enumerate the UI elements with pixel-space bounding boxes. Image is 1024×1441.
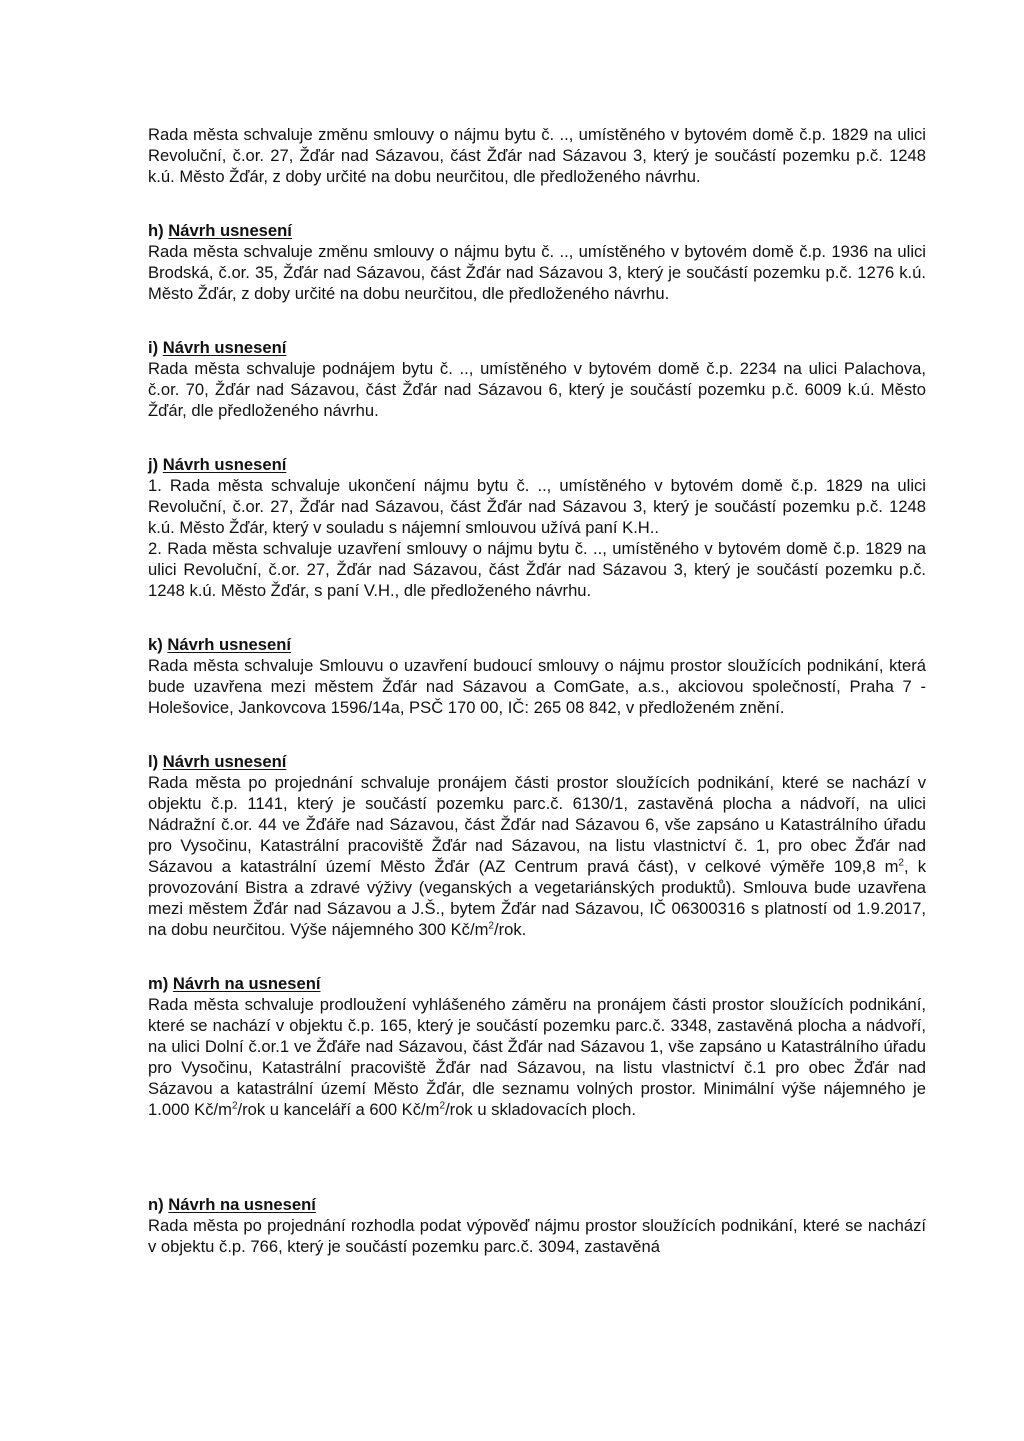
section-intro — [148, 124, 926, 187]
section-n-text: Rada města po projednání rozhodla podat výpověď nájmu prostor sloužících podnikání, které se nachází v objektu č.p. 766, který je součástí pozemku parc.č. 3094, zastavěná — [148, 1216, 926, 1256]
section-j-heading — [148, 454, 926, 475]
section-i-heading — [148, 337, 926, 358]
section-l-text-part-b: , k provozování Bistra a zdravé výživy (veganských a vegetariánských produktů). Smlouva bude uzavřena mezi městem Žďár nad Sázavou a J.Š., bytem Žďár nad Sázavou, IČ 06300316 s platností od 1.9.2017, na dobu neurčitou. Výše nájemného 300 Kč/m — [148, 857, 926, 939]
section-l-heading — [148, 751, 926, 772]
section-n-heading — [148, 1194, 926, 1215]
section-h-letter: h) — [148, 221, 164, 240]
section-l-title: Návrh usnesení — [162, 752, 287, 771]
section-j-item-2: 2. Rada města schvaluje uzavření smlouvy o nájmu bytu č. .., umístěného v bytovém domě č.p. 1829 na ulici Revoluční, č.or. 27, Žďár nad Sázavou, část Žďár nad Sázavou 3, který je součástí pozemku p.č. 1248 k.ú. Město Žďár, s paní V.H., dle předloženého návrhu. — [148, 539, 926, 600]
section-k-heading — [148, 634, 926, 655]
section-h-heading — [148, 220, 926, 241]
section-k — [148, 634, 926, 718]
section-m — [148, 973, 926, 1120]
document-page — [148, 124, 926, 1257]
section-j-letter: j) — [148, 455, 159, 474]
section-l-text-part-a: Rada města po projednání schvaluje pronájem části prostor sloužících podnikání, které se nachází v objektu č.p. 1141, který je součástí pozemku parc.č. 6130/1, zastavěná plocha a nádvoří, na ulici Nádražní č.or. 44 ve Žďáře nad Sázavou, část Žďár nad Sázavou 6, vše zapsáno u Katastrálního úřadu pro Vysočinu, Katastrální pracoviště Žďár nad Sázavou, na listu vlastnictví č. 1, pro obec Žďár nad Sázavou a katastrální území Město Žďár (AZ Centrum pravá část), v celkové výměře 109,8 m — [148, 773, 926, 876]
section-i-title: Návrh usnesení — [162, 338, 287, 357]
section-k-title: Návrh usnesení — [167, 635, 291, 654]
section-i-text: Rada města schvaluje podnájem bytu č. .., umístěného v bytovém domě č.p. 2234 na ulici Palachova, č.or. 70, Žďár nad Sázavou, část Žďár nad Sázavou 6, který je součástí pozemku p.č. 6009 k.ú. Město Žďár, dle předloženého návrhu. — [148, 359, 926, 420]
section-j-title: Návrh usnesení — [162, 455, 287, 474]
section-l-superscript-a: 2 — [898, 857, 904, 869]
intro-paragraph: Rada města schvaluje změnu smlouvy o nájmu bytu č. .., umístěného v bytovém domě č.p. 1829 na ulici Revoluční, č.or. 27, Žďár nad Sázavou, část Žďár nad Sázavou 3, který je součástí pozemku p.č. 1248 k.ú. Město Žďár, z doby určité na dobu neurčitou, dle předloženého návrhu. — [148, 125, 926, 186]
section-l-letter: l) — [148, 752, 159, 771]
section-m-superscript-a: 2 — [231, 1100, 238, 1112]
section-i-letter: i) — [148, 338, 159, 357]
section-m-text-part-b: /rok u kanceláří a 600 Kč/m — [237, 1100, 440, 1119]
section-k-text: Rada města schvaluje Smlouvu o uzavření budoucí smlouvy o nájmu prostor sloužících podnikání, která bude uzavřena mezi městem Žďár nad Sázavou a ComGate, a.s., akciovou společností, Praha 7 - Holešovice, Jankovcova 1596/14a, PSČ 170 00, IČ: 265 08 842, v předloženém znění. — [148, 656, 926, 717]
section-j — [148, 454, 926, 601]
section-l — [148, 751, 926, 940]
section-l-superscript-b: 2 — [488, 920, 494, 932]
section-m-title: Návrh na usnesení — [172, 974, 321, 993]
section-m-heading — [148, 973, 926, 994]
section-n — [148, 1194, 926, 1257]
section-n-letter: n) — [148, 1195, 164, 1214]
section-l-text-part-c: /rok. — [493, 920, 527, 939]
section-h-title: Návrh usnesení — [168, 221, 292, 240]
section-m-text-part-c: /rok u skladovacích ploch. — [445, 1100, 636, 1119]
section-m-text — [148, 994, 926, 1120]
section-m-letter: m) — [148, 974, 169, 993]
section-j-item-1: 1. Rada města schvaluje ukončení nájmu bytu č. .., umístěného v bytovém domě č.p. 1829 na ulici Revoluční, č.or. 27, Žďár nad Sázavou, část Žďár nad Sázavou 3, který je součástí pozemku p.č. 1248 k.ú. Město Žďár, který v souladu s nájemní smlouvou užívá paní K.H.. — [148, 476, 926, 537]
section-m-text-part-a: Rada města schvaluje prodloužení vyhlášeného záměru na pronájem části prostor sloužících podnikání, které se nachází v objektu č.p. 165, který je součástí pozemku parc.č. 3348, zastavěná plocha a nádvoří, na ulici Dolní č.or.1 ve Žďáře nad Sázavou, část Žďár nad Sázavou 1, vše zapsáno u Katastrálního úřadu pro Vysočinu, Katastrální pracoviště Žďár nad Sázavou, na listu vlastnictví č.1 pro obec Žďár nad Sázavou a katastrální území Město Žďár, dle seznamu volných prostor. Minimální výše nájemného je 1.000 Kč/m — [148, 995, 926, 1119]
section-h — [148, 220, 926, 304]
section-h-text: Rada města schvaluje změnu smlouvy o nájmu bytu č. .., umístěného v bytovém domě č.p. 1936 na ulici Brodská, č.or. 35, Žďár nad Sázavou, část Žďár nad Sázavou 3, který je součástí pozemku p.č. 1276 k.ú. Město Žďár, z doby určité na dobu neurčitou, dle předloženého návrhu. — [148, 242, 926, 303]
section-n-title: Návrh na usnesení — [168, 1195, 316, 1214]
section-i — [148, 337, 926, 421]
section-k-letter: k) — [148, 635, 163, 654]
section-m-superscript-b: 2 — [439, 1100, 446, 1112]
section-l-text — [148, 772, 926, 940]
